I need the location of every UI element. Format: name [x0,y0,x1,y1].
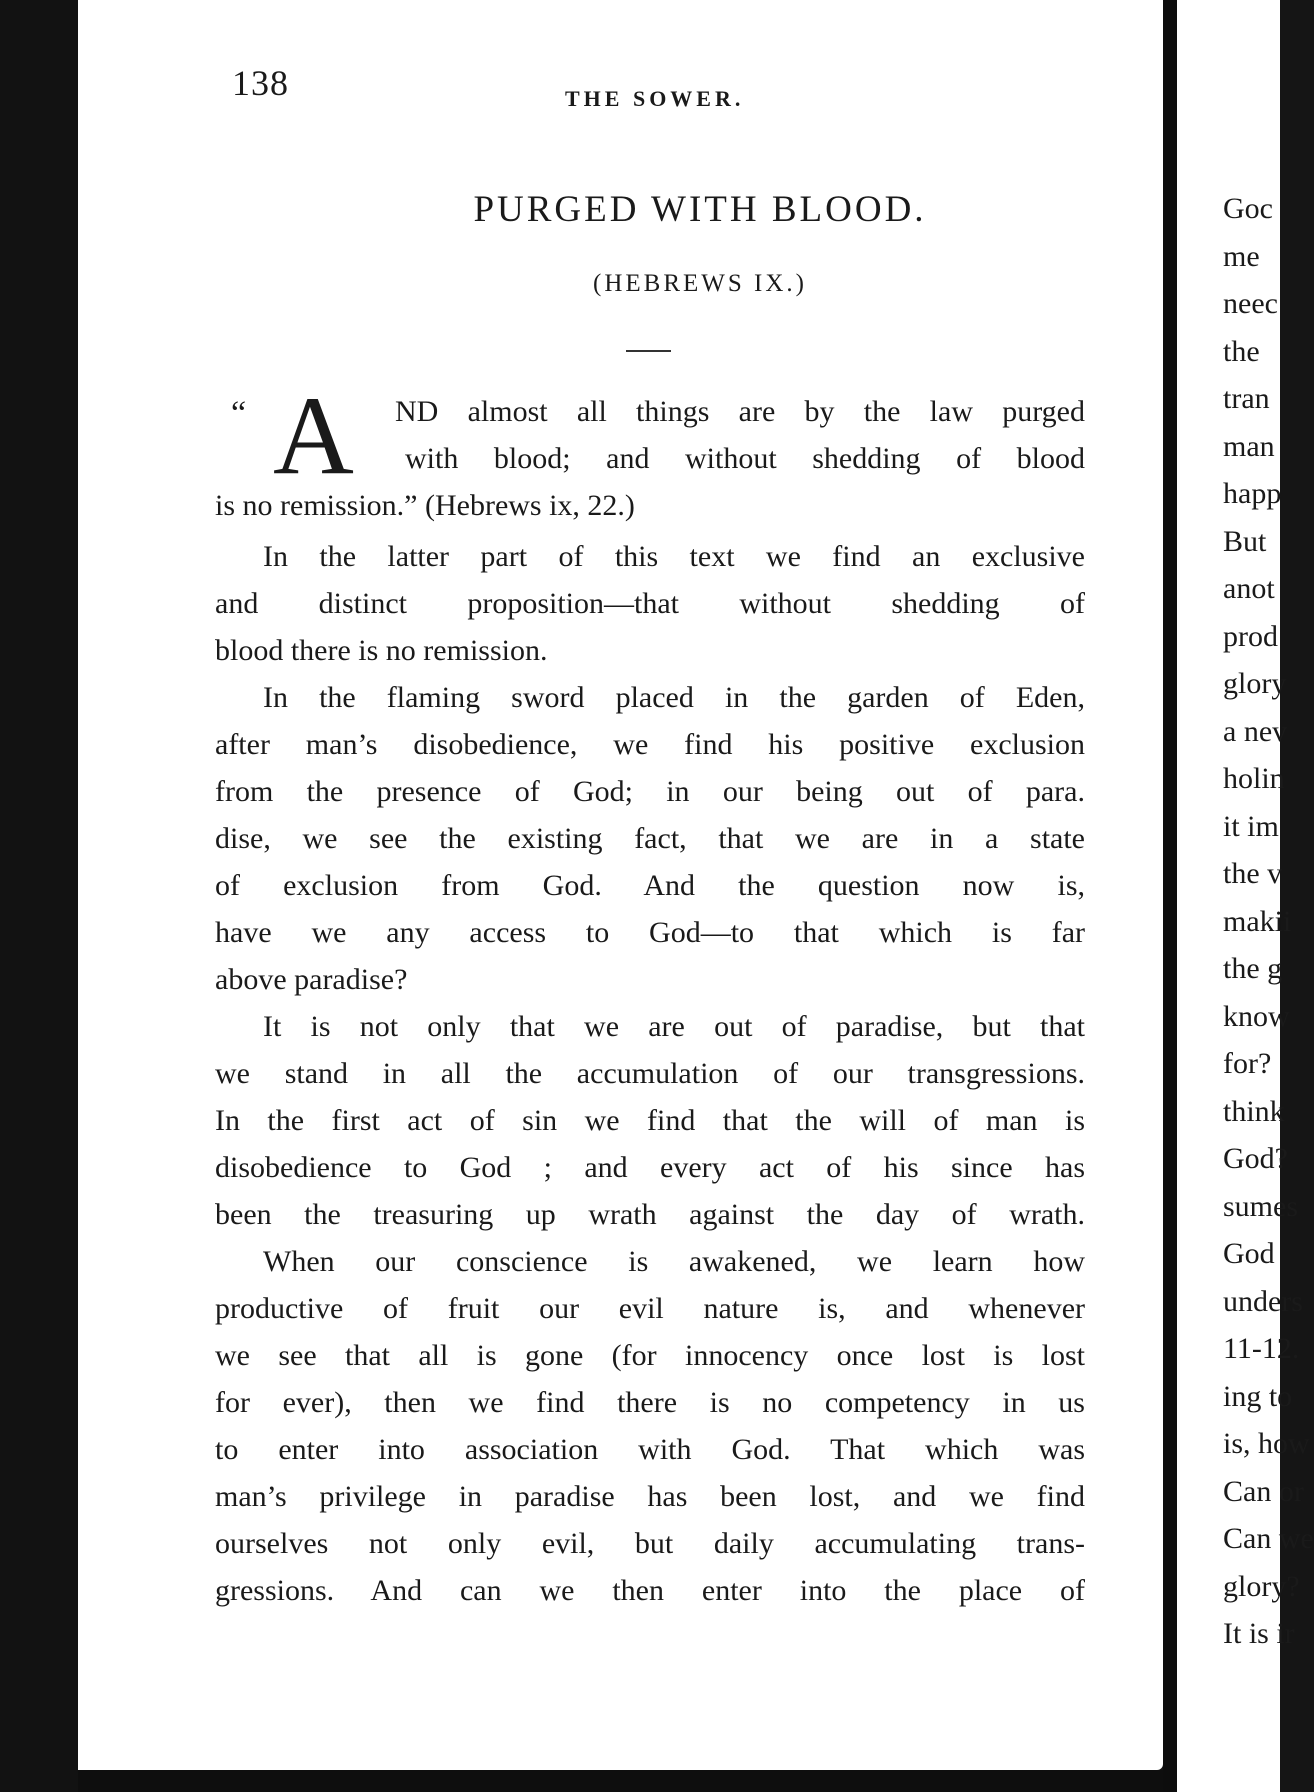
opening-quote-mark: “ [231,395,247,432]
text-line: from the presence of God; in our being out of para. [215,775,1085,808]
text-line: after man’s disobedience, we find his positive exclusion [215,728,1085,761]
text-line: blood there is no remission. [215,634,548,667]
facing-page-line: sumes [1223,1189,1298,1223]
facing-page-line: me [1223,239,1260,273]
facing-page-line: the g [1223,952,1283,985]
text-line: we see that all is gone (for innocency once lost is lost [215,1339,1085,1372]
text-line: ourselves not only evil, but daily accumulating trans- [215,1527,1085,1560]
opening-paragraph [215,374,1085,498]
facing-page-line: unders [1223,1284,1303,1318]
opening-line: with blood; and without shedding of blood [405,442,1085,475]
facing-page-line: know [1223,999,1290,1033]
facing-page-line: glory? [1223,1569,1300,1603]
text-line: productive of fruit our evil nature is, and whenever [215,1292,1085,1325]
facing-page-line: the [1223,334,1260,368]
facing-page-line: It is ir [1223,1617,1295,1650]
facing-page-line: man [1223,429,1275,463]
facing-page-text [1223,185,1314,1658]
opening-line: ND almost all things are by the law purged [395,395,1085,428]
facing-page-line: makii [1223,904,1292,938]
text-line: have we any access to God—to that which is far [215,916,1085,949]
paragraph [215,1003,1085,1238]
text-line: above paradise? [215,963,408,996]
facing-page-line: neec [1223,287,1278,320]
text-line: disobedience to God ; and every act of his since has [215,1151,1085,1184]
text-line: gressions. And can we then enter into the place of [215,1574,1085,1607]
text-line: been the treasuring up wrath against the day of wrath. [215,1198,1085,1231]
facing-page-line: it im [1223,809,1279,843]
scan-bottom-edge [78,1770,1163,1792]
text-line: dise, we see the existing fact, that we are in a state [215,822,1085,855]
opening-line: is no remission.” (Hebrews ix, 22.) [215,489,635,522]
facing-page-line: Can or [1223,1474,1304,1508]
scan-left-margin [0,0,78,1792]
article-body [215,374,1085,1614]
facing-page-line: happ [1223,477,1282,510]
facing-page-line: think [1223,1094,1285,1128]
text-line: and distinct proposition—that without shedding of [215,587,1085,620]
title-rule [626,350,671,352]
article-subtitle: (HEBREWS IX.) [593,270,807,297]
facing-page-line: is, how [1223,1427,1310,1460]
facing-page-line: 11-12. [1223,1332,1300,1365]
facing-page-line: for? [1223,1047,1272,1080]
text-line: we stand in all the accumulation of our transgressions. [215,1057,1085,1090]
facing-page-line: Can we [1223,1522,1314,1555]
facing-page-line: But [1223,524,1267,558]
text-line: In the latter part of this text we find an exclusive [263,540,1085,573]
facing-page-line: tran [1223,382,1270,415]
facing-page-line: holin [1223,762,1285,795]
facing-page-line: God [1223,1237,1275,1270]
text-line: of exclusion from God. And the question now is, [215,869,1085,902]
facing-page-line: anot [1223,572,1275,605]
book-gutter [1163,0,1177,1792]
paragraph [215,674,1085,1003]
article-title: PURGED WITH BLOOD. [473,189,927,230]
text-line: to enter into association with God. That which was [215,1433,1085,1466]
facing-page-line: the v [1223,857,1283,890]
text-line: In the flaming sword placed in the garden of Eden, [263,681,1085,714]
paragraph [215,533,1085,674]
facing-page [1177,0,1314,1792]
running-head: THE SOWER. [565,86,745,111]
page-number: 138 [232,63,289,103]
facing-page-line: God? [1223,1142,1288,1175]
text-line: It is not only that we are out of paradise, but that [263,1010,1085,1043]
text-line: man’s privilege in paradise has been lost, and we find [215,1480,1085,1513]
facing-page-line: a nev [1223,714,1288,748]
facing-page-line: ing to [1223,1379,1293,1413]
text-line: In the first act of sin we find that the will of man is [215,1104,1085,1137]
facing-page-line: prod [1223,619,1278,653]
drop-cap: A [273,374,354,498]
facing-page-line: glory [1223,667,1287,700]
text-line: for ever), then we find there is no competency in us [215,1386,1085,1419]
paragraph [215,1238,1085,1614]
text-line: When our conscience is awakened, we learn how [263,1245,1085,1278]
facing-page-line: Goc [1223,192,1273,225]
